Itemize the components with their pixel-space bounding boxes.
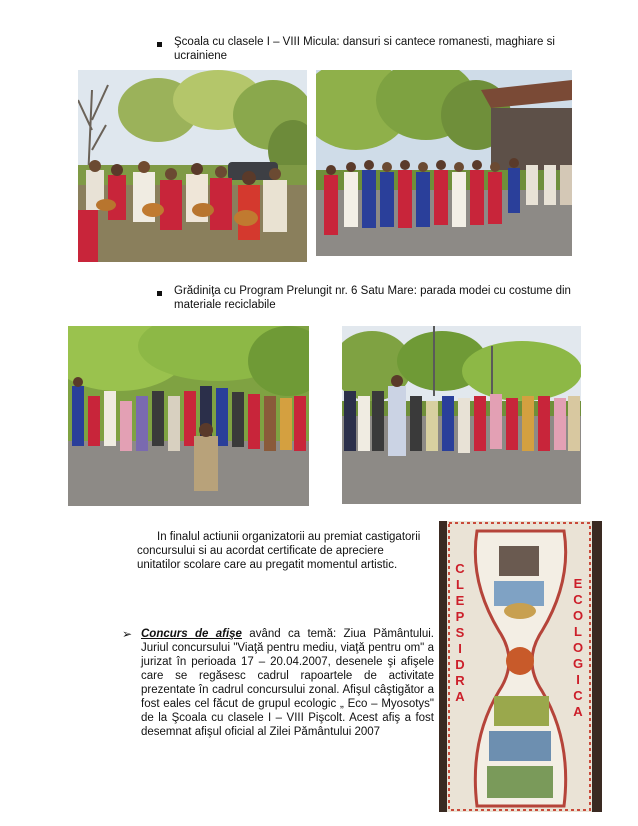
bullet-marker <box>157 291 162 296</box>
poster-contest-intro: având ca temă: Ziua Pământului. <box>241 628 434 640</box>
photo-clepsidra-poster <box>439 521 602 812</box>
photo-fashion-parade-2 <box>342 326 581 504</box>
photo-musicians <box>78 70 307 262</box>
bullet-text-micula: Şcoala cu clasele I – VIII Micula: dansuri si cantece romanesti, maghiare si ucrainiene <box>174 36 555 62</box>
poster-contest-body: Juriul concursului "Viaţă pentru mediu, viaţă pentru om" a jurizat în perioada 17 – 20.04.2007, desenele şi afişele care se regăsesc cadrul rapoartele de activitate prezentate în cadrul concursului zonal. Afişul câştigător a fost eales cel făcut de grupul ecologic „ Eco – Myosotys" de la Şcoala cu clasele I – VIII Pişcolt. Acest afiş a fost desemnat afişul oficial al Zilei Pământului 2007 <box>141 642 434 738</box>
poster-contest-title: Concurs de afişe <box>141 628 242 640</box>
poster-contest-paragraph <box>141 627 434 739</box>
awards-paragraph: In finalul actiunii organizatorii au premiat castigatorii concursului si au acordat certificate de apreciere unitatilor scolare care au pregatit momentul artistic. <box>137 531 421 571</box>
poster-right-word: ECOLOGICA <box>570 576 586 720</box>
arrow-bullet-icon: ➢ <box>122 627 133 641</box>
photo-dancers <box>316 70 572 256</box>
bullet-marker <box>157 42 162 47</box>
photo-fashion-parade-1 <box>68 326 309 506</box>
bullet-text-gradinita: Grădiniţa cu Program Prelungit nr. 6 Satu Mare: parada modei cu costume din materiale reciclabile <box>174 285 571 311</box>
poster-left-word: CLEPSIDRA <box>452 561 468 705</box>
